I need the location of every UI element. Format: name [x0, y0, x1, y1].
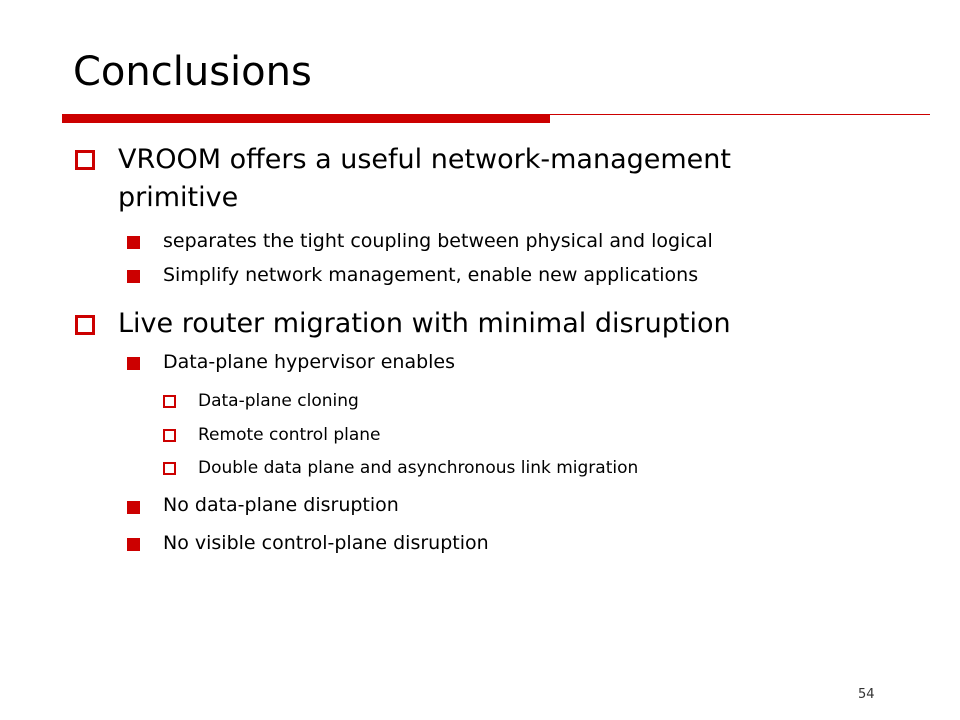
title-underline-thick — [62, 114, 550, 123]
sub-bullet-item: No data-plane disruption — [163, 494, 399, 516]
bullet-item-continuation: primitive — [118, 182, 239, 213]
hollow-square-bullet-icon — [75, 315, 95, 335]
slide-title: Conclusions — [73, 49, 312, 95]
sub-bullet-item: No visible control-plane disruption — [163, 532, 489, 554]
title-underline — [62, 114, 930, 123]
hollow-square-bullet-icon — [75, 150, 95, 170]
sub-sub-bullet-item: Data-plane cloning — [198, 391, 359, 411]
title-underline-thin — [550, 114, 930, 115]
sub-bullet-item: Simplify network management, enable new applications — [163, 264, 699, 286]
sub-bullet-item: Data-plane hypervisor enables — [163, 351, 456, 373]
hollow-square-bullet-icon — [163, 429, 176, 442]
filled-square-bullet-icon — [127, 501, 140, 514]
bullet-item: Live router migration with minimal disruption — [118, 308, 731, 339]
sub-sub-bullet-item: Remote control plane — [198, 425, 381, 445]
page-number: 54 — [858, 687, 875, 702]
filled-square-bullet-icon — [127, 236, 140, 249]
filled-square-bullet-icon — [127, 270, 140, 283]
sub-bullet-item: separates the tight coupling between physical and logical — [163, 230, 713, 252]
filled-square-bullet-icon — [127, 538, 140, 551]
bullet-item: VROOM offers a useful network-management — [118, 144, 731, 175]
hollow-square-bullet-icon — [163, 462, 176, 475]
sub-sub-bullet-item: Double data plane and asynchronous link migration — [198, 458, 639, 478]
filled-square-bullet-icon — [127, 357, 140, 370]
hollow-square-bullet-icon — [163, 395, 176, 408]
